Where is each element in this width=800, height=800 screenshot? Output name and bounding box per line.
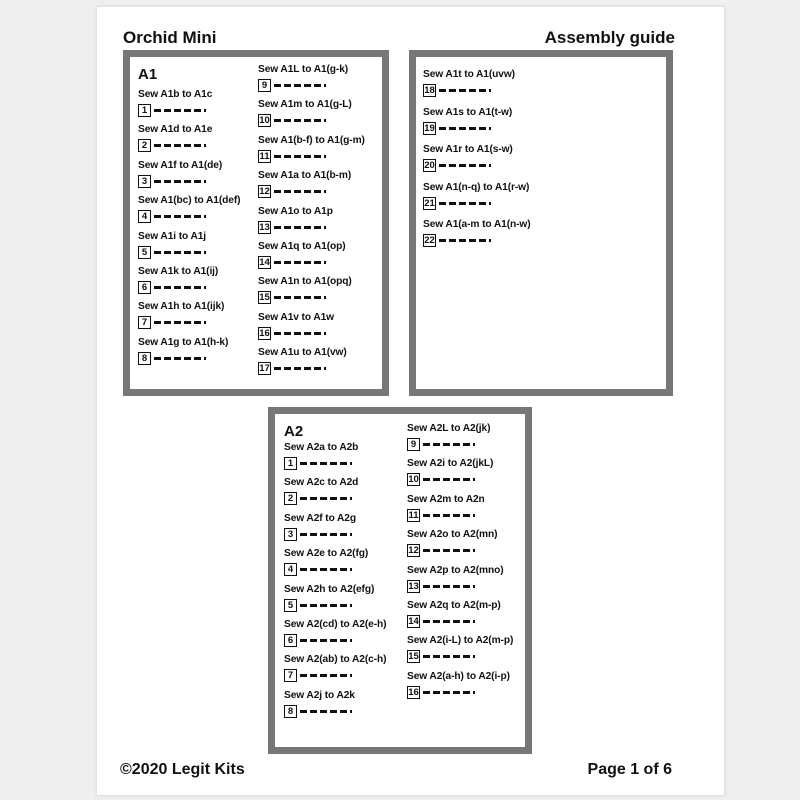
dashed-line	[300, 462, 352, 465]
step-number-box: 16	[259, 327, 270, 339]
step-number-box: 14	[408, 616, 419, 627]
dashed-line	[439, 127, 491, 130]
step-instruction: Sew A1v to A1w	[258, 311, 334, 323]
assembly-step	[138, 89, 256, 117]
assembly-step	[407, 565, 525, 593]
assembly-step	[407, 494, 525, 522]
step-checkbox-row	[284, 563, 402, 576]
step-checkbox-row	[138, 210, 256, 223]
step-instruction: Sew A2o to A2(mn)	[407, 529, 498, 541]
assembly-step	[284, 654, 402, 682]
dashed-line	[154, 251, 206, 254]
step-checkbox-row	[138, 139, 256, 152]
step-instruction: Sew A2h to A2(efg)	[284, 583, 375, 595]
step-number-box: 15	[408, 651, 419, 663]
step-instruction: Sew A1(bc) to A1(def)	[138, 195, 241, 207]
step-checkbox-row	[407, 650, 525, 663]
assembly-step	[138, 266, 256, 294]
dashed-line	[423, 514, 475, 517]
assembly-step	[284, 584, 402, 612]
dashed-line	[300, 497, 352, 500]
step-checkbox-row	[138, 352, 256, 365]
dashed-line	[423, 620, 475, 623]
footer-copyright: ©2020 Legit Kits	[120, 761, 245, 778]
assembly-step	[423, 144, 541, 172]
step-number-box: 13	[259, 221, 270, 233]
step-checkbox-row	[407, 509, 525, 522]
dashed-line	[274, 261, 326, 264]
dashed-line	[300, 568, 352, 571]
step-checkbox-row	[284, 705, 402, 718]
step-instruction: Sew A2a to A2b	[284, 442, 359, 453]
step-instruction: Sew A1d to A1e	[138, 124, 213, 136]
assembly-step	[258, 206, 376, 234]
assembly-step	[138, 231, 256, 259]
step-checkbox-row	[407, 686, 525, 699]
step-instruction: Sew A2(ab) to A2(c-h)	[284, 654, 387, 666]
assembly-step	[284, 619, 402, 647]
assembly-step	[423, 219, 541, 247]
step-checkbox-row	[284, 634, 402, 647]
step-instruction: Sew A1m to A1(g-L)	[258, 99, 352, 111]
step-instruction: Sew A2i to A2(jkL)	[407, 458, 494, 470]
assembly-step	[258, 276, 376, 304]
panel-a2	[268, 407, 532, 754]
step-instruction: Sew A2e to A2(fg)	[284, 548, 369, 560]
dashed-line	[154, 109, 206, 112]
assembly-step	[407, 600, 525, 628]
assembly-step	[138, 124, 256, 152]
step-checkbox-row	[284, 528, 402, 541]
step-checkbox-row	[284, 599, 402, 612]
step-checkbox-row	[258, 114, 376, 127]
step-checkbox-row	[258, 150, 376, 163]
dashed-line	[423, 655, 475, 658]
step-instruction: Sew A2c to A2d	[284, 477, 359, 489]
step-instruction: Sew A1i to A1j	[138, 230, 207, 242]
assembly-step	[284, 442, 402, 470]
assembly-step	[138, 337, 256, 365]
dashed-line	[423, 478, 475, 481]
step-number-box: 12	[259, 186, 270, 198]
step-number-box: 6	[138, 281, 151, 294]
step-checkbox-row	[138, 316, 256, 329]
step-instruction: Sew A2L to A2(jk)	[407, 423, 491, 434]
dashed-line	[274, 367, 326, 370]
step-number-box: 7	[138, 316, 151, 329]
step-checkbox-row	[423, 197, 541, 210]
step-checkbox-row	[258, 256, 376, 269]
step-checkbox-row	[423, 122, 541, 135]
step-number-box: 11	[259, 150, 270, 162]
step-instruction: Sew A1(b-f) to A1(g-m)	[258, 134, 365, 146]
document-subtitle: Assembly guide	[544, 28, 675, 47]
dashed-line	[274, 84, 326, 87]
step-instruction: Sew A1(n-q) to A1(r-w)	[423, 181, 530, 193]
step-instruction: Sew A1r to A1(s-w)	[423, 144, 513, 155]
panel-a2-title: A2	[284, 423, 304, 440]
step-number-box: 14	[259, 257, 270, 268]
step-instruction: Sew A1g to A1(h-k)	[138, 336, 229, 348]
dashed-line	[423, 691, 475, 694]
assembly-step	[284, 513, 402, 541]
assembly-step	[407, 458, 525, 486]
step-checkbox-row	[284, 669, 402, 682]
step-number-box: 10	[259, 115, 270, 127]
assembly-step	[258, 135, 376, 163]
assembly-step	[407, 423, 525, 451]
assembly-step	[138, 160, 256, 188]
step-number-box: 10	[408, 474, 419, 486]
step-number-box: 9	[258, 79, 271, 92]
assembly-step	[258, 99, 376, 127]
step-instruction: Sew A2(cd) to A2(e-h)	[284, 619, 387, 630]
dashed-line	[439, 164, 491, 167]
step-checkbox-row	[407, 438, 525, 451]
dashed-line	[274, 332, 326, 335]
step-number-box: 1	[284, 457, 297, 470]
step-number-box: 4	[284, 563, 297, 576]
step-number-box: 5	[284, 599, 297, 612]
step-number-box: 7	[284, 669, 297, 682]
step-instruction: Sew A2p to A2(mno)	[407, 564, 504, 576]
step-checkbox-row	[284, 457, 402, 470]
step-number-box: 5	[138, 246, 151, 259]
step-instruction: Sew A1k to A1(ij)	[138, 266, 219, 277]
step-checkbox-row	[407, 580, 525, 593]
step-instruction: Sew A1L to A1(g-k)	[258, 64, 349, 75]
step-number-box: 1	[138, 104, 151, 117]
step-checkbox-row	[407, 615, 525, 628]
step-checkbox-row	[423, 234, 541, 247]
dashed-line	[300, 674, 352, 677]
step-number-box: 3	[138, 175, 151, 188]
step-number-box: 3	[284, 528, 297, 541]
step-checkbox-row	[138, 246, 256, 259]
step-checkbox-row	[258, 327, 376, 340]
dashed-line	[154, 144, 206, 147]
dashed-line	[300, 710, 352, 713]
step-number-box: 9	[407, 438, 420, 451]
assembly-step	[138, 195, 256, 223]
dashed-line	[300, 533, 352, 536]
step-number-box: 13	[408, 580, 419, 592]
step-number-box: 6	[284, 634, 297, 647]
step-instruction: Sew A2(a-h) to A2(i-p)	[407, 670, 510, 682]
dashed-line	[274, 190, 326, 193]
step-checkbox-row	[258, 221, 376, 234]
step-number-box: 17	[259, 363, 270, 375]
step-checkbox-row	[423, 159, 541, 172]
step-checkbox-row	[138, 175, 256, 188]
step-number-box: 22	[424, 235, 435, 246]
assembly-step	[138, 301, 256, 329]
step-instruction: Sew A2(i-L) to A2(m-p)	[407, 635, 514, 647]
assembly-step	[407, 671, 525, 699]
assembly-step	[258, 312, 376, 340]
dashed-line	[423, 443, 475, 446]
step-number-box: 20	[424, 160, 435, 171]
step-number-box: 2	[138, 139, 151, 152]
assembly-step	[258, 241, 376, 269]
panel-a1-title: A1	[138, 66, 158, 83]
step-checkbox-row	[423, 84, 541, 97]
step-instruction: Sew A1o to A1p	[258, 205, 333, 217]
step-number-box: 16	[408, 686, 419, 698]
step-checkbox-row	[258, 291, 376, 304]
dashed-line	[154, 357, 206, 360]
step-instruction: Sew A1n to A1(opq)	[258, 276, 352, 288]
assembly-step	[423, 182, 541, 210]
dashed-line	[439, 239, 491, 242]
assembly-step	[423, 69, 541, 97]
step-number-box: 8	[138, 352, 151, 365]
assembly-step	[258, 64, 376, 92]
step-instruction: Sew A2q to A2(m-p)	[407, 600, 501, 611]
dashed-line	[300, 639, 352, 642]
step-checkbox-row	[407, 544, 525, 557]
step-instruction: Sew A1q to A1(op)	[258, 241, 346, 252]
step-instruction: Sew A1b to A1c	[138, 89, 213, 100]
assembly-step	[284, 548, 402, 576]
dashed-line	[274, 296, 326, 299]
step-checkbox-row	[138, 104, 256, 117]
assembly-step	[407, 529, 525, 557]
panel-a1	[123, 50, 389, 396]
dashed-line	[423, 549, 475, 552]
step-instruction: Sew A2j to A2k	[284, 689, 355, 701]
step-instruction: Sew A1f to A1(de)	[138, 159, 223, 171]
footer-page-number: Page 1 of 6	[587, 761, 672, 778]
step-checkbox-row	[407, 473, 525, 486]
dashed-line	[154, 286, 206, 289]
document-title: Orchid Mini	[123, 28, 217, 47]
step-number-box: 21	[424, 197, 435, 209]
dashed-line	[300, 604, 352, 607]
dashed-line	[154, 180, 206, 183]
assembly-step	[284, 477, 402, 505]
step-instruction: Sew A2f to A2g	[284, 512, 356, 524]
step-number-box: 8	[284, 705, 297, 718]
step-number-box: 15	[259, 292, 270, 304]
step-number-box: 2	[284, 492, 297, 505]
step-instruction: Sew A1t to A1(uvw)	[423, 69, 515, 80]
step-checkbox-row	[284, 492, 402, 505]
assembly-step	[258, 347, 376, 375]
assembly-step	[284, 690, 402, 718]
dashed-line	[423, 585, 475, 588]
step-number-box: 19	[424, 122, 435, 134]
step-instruction: Sew A1u to A1(vw)	[258, 347, 347, 359]
step-checkbox-row	[258, 362, 376, 375]
step-instruction: Sew A1(a-m to A1(n-w)	[423, 219, 531, 230]
dashed-line	[154, 215, 206, 218]
step-instruction: Sew A2m to A2n	[407, 493, 485, 505]
assembly-step	[423, 107, 541, 135]
dashed-line	[274, 119, 326, 122]
dashed-line	[154, 321, 206, 324]
step-instruction: Sew A1s to A1(t-w)	[423, 106, 513, 118]
step-checkbox-row	[258, 185, 376, 198]
assembly-step	[407, 635, 525, 663]
dashed-line	[439, 89, 491, 92]
step-number-box: 11	[408, 509, 419, 521]
step-number-box: 12	[408, 545, 419, 557]
step-checkbox-row	[258, 79, 376, 92]
panel-a1-continued	[409, 50, 673, 396]
step-checkbox-row	[138, 281, 256, 294]
step-number-box: 18	[424, 85, 435, 96]
dashed-line	[439, 202, 491, 205]
step-instruction: Sew A1h to A1(ijk)	[138, 301, 225, 313]
step-number-box: 4	[138, 210, 151, 223]
dashed-line	[274, 155, 326, 158]
dashed-line	[274, 226, 326, 229]
assembly-step	[258, 170, 376, 198]
step-instruction: Sew A1a to A1(b-m)	[258, 170, 352, 182]
